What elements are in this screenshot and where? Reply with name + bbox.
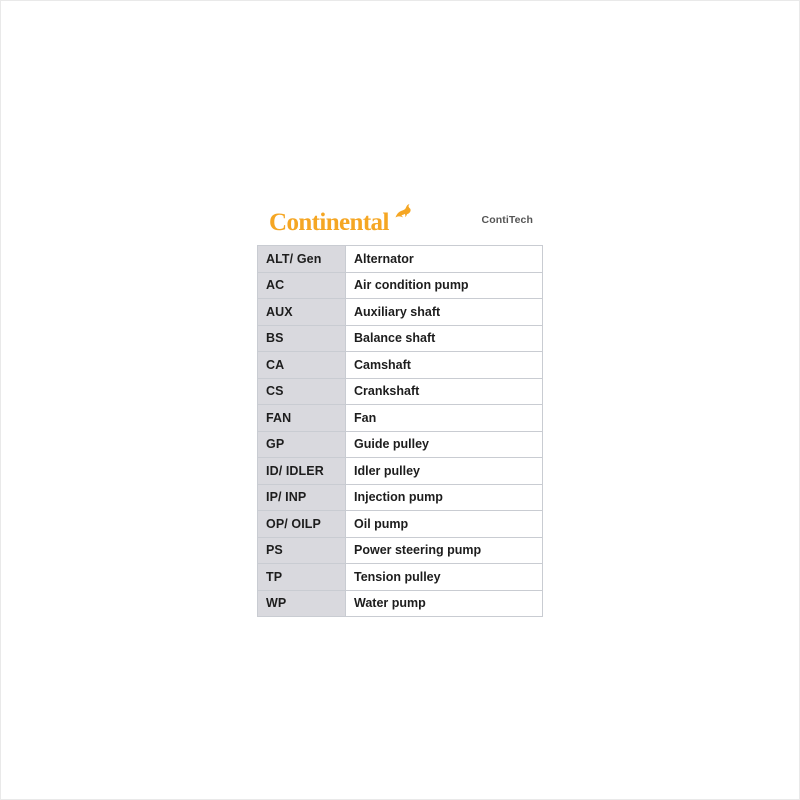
abbr-cell: AUX <box>258 299 346 326</box>
desc-cell: Oil pump <box>346 511 543 538</box>
table-row <box>258 564 543 591</box>
abbr-cell: OP/ OILP <box>258 511 346 538</box>
abbr-cell: FAN <box>258 405 346 432</box>
abbr-cell: ALT/ Gen <box>258 246 346 273</box>
desc-cell: Fan <box>346 405 543 432</box>
abbr-cell: ID/ IDLER <box>258 458 346 485</box>
table-row <box>258 246 543 273</box>
table-row <box>258 299 543 326</box>
desc-cell: Tension pulley <box>346 564 543 591</box>
abbr-cell: AC <box>258 272 346 299</box>
continental-horse-icon <box>392 201 414 228</box>
table-row <box>258 511 543 538</box>
desc-cell: Alternator <box>346 246 543 273</box>
desc-cell: Air condition pump <box>346 272 543 299</box>
abbr-cell: WP <box>258 590 346 617</box>
desc-cell: Power steering pump <box>346 537 543 564</box>
desc-cell: Water pump <box>346 590 543 617</box>
desc-cell: Injection pump <box>346 484 543 511</box>
desc-cell: Camshaft <box>346 352 543 379</box>
table-row <box>258 405 543 432</box>
abbr-cell: BS <box>258 325 346 352</box>
abbr-cell: GP <box>258 431 346 458</box>
abbr-cell: CA <box>258 352 346 379</box>
desc-cell: Guide pulley <box>346 431 543 458</box>
abbr-cell: IP/ INP <box>258 484 346 511</box>
table-row <box>258 484 543 511</box>
abbr-cell: PS <box>258 537 346 564</box>
table-row <box>258 272 543 299</box>
desc-cell: Crankshaft <box>346 378 543 405</box>
legend-card <box>257 197 543 617</box>
table-row <box>258 537 543 564</box>
table-row <box>258 431 543 458</box>
table-row <box>258 458 543 485</box>
abbr-cell: TP <box>258 564 346 591</box>
table-row <box>258 378 543 405</box>
sub-brand-label: ContiTech <box>481 214 533 226</box>
desc-cell: Balance shaft <box>346 325 543 352</box>
brand-header <box>257 197 543 245</box>
abbreviation-legend-table <box>257 245 543 617</box>
brand-logo <box>269 208 414 235</box>
table-row <box>258 325 543 352</box>
table-row <box>258 352 543 379</box>
legend-table-body <box>258 246 543 617</box>
brand-wordmark: Continental <box>269 208 389 236</box>
desc-cell: Idler pulley <box>346 458 543 485</box>
table-row <box>258 590 543 617</box>
abbr-cell: CS <box>258 378 346 405</box>
desc-cell: Auxiliary shaft <box>346 299 543 326</box>
